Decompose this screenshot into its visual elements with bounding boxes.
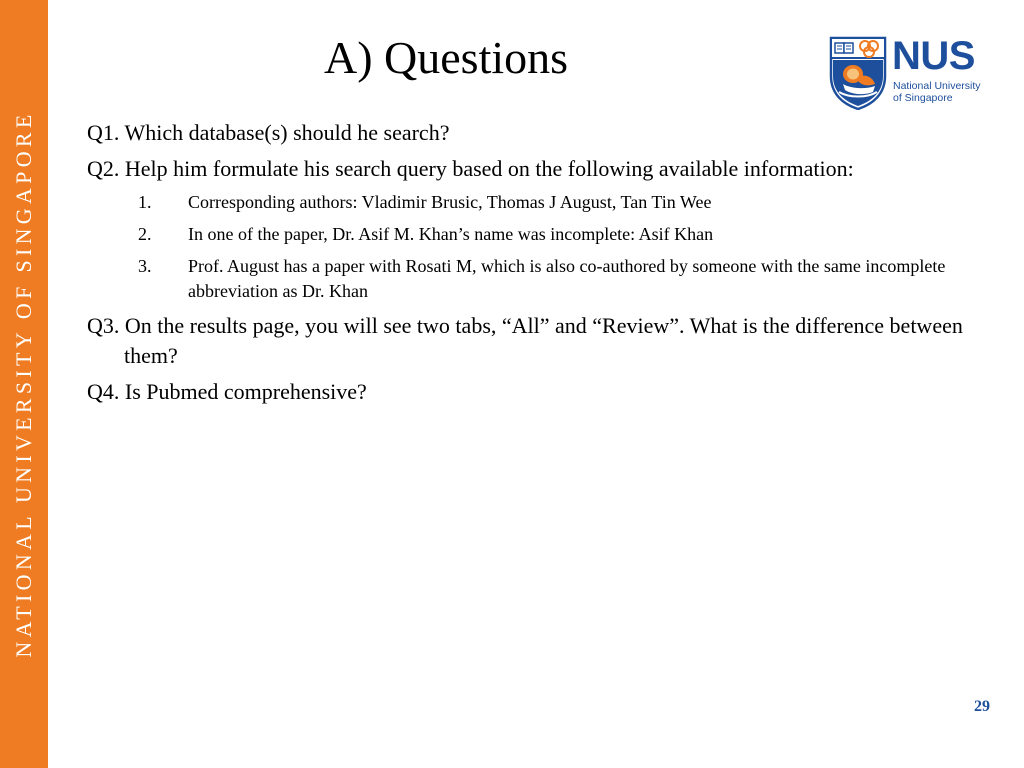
logo-subtitle-line2: of Singapore <box>893 92 953 104</box>
nus-crest-icon <box>829 36 887 110</box>
list-item-number: 1. <box>138 192 152 212</box>
list-item-text: Prof. August has a paper with Rosati M, which is also co-authored by someone with the same incomplete abbreviation as Dr. Khan <box>188 256 946 301</box>
question-3: Q3. On the results page, you will see two tabs, “All” and “Review”. What is the difference between them? <box>87 313 963 368</box>
question-1: Q1. Which database(s) should he search? <box>87 120 450 145</box>
list-item <box>87 254 987 304</box>
page-number: 29 <box>974 698 990 715</box>
list-item-text: Corresponding authors: Vladimir Brusic, Thomas J August, Tan Tin Wee <box>188 192 712 212</box>
sidebar-band <box>0 0 48 768</box>
question-4: Q4. Is Pubmed comprehensive? <box>87 379 367 404</box>
logo-wordmark: NUS <box>892 34 975 78</box>
logo-subtitle-line1: National University <box>893 80 981 92</box>
question-2: Q2. Help him formulate his search query based on the following available information: <box>87 156 854 181</box>
list-item <box>87 190 987 215</box>
sidebar-university-name: NATIONAL UNIVERSITY OF SINGAPORE <box>11 110 36 658</box>
list-item-text: In one of the paper, Dr. Asif M. Khan’s name was incomplete: Asif Khan <box>188 224 714 244</box>
list-item <box>87 222 987 247</box>
question-2-details <box>87 190 987 304</box>
question-list <box>87 118 987 413</box>
list-item-number: 3. <box>138 256 152 276</box>
slide-title: A) Questions <box>324 32 569 83</box>
list-item-number: 2. <box>138 224 152 244</box>
nus-logo <box>829 36 994 112</box>
